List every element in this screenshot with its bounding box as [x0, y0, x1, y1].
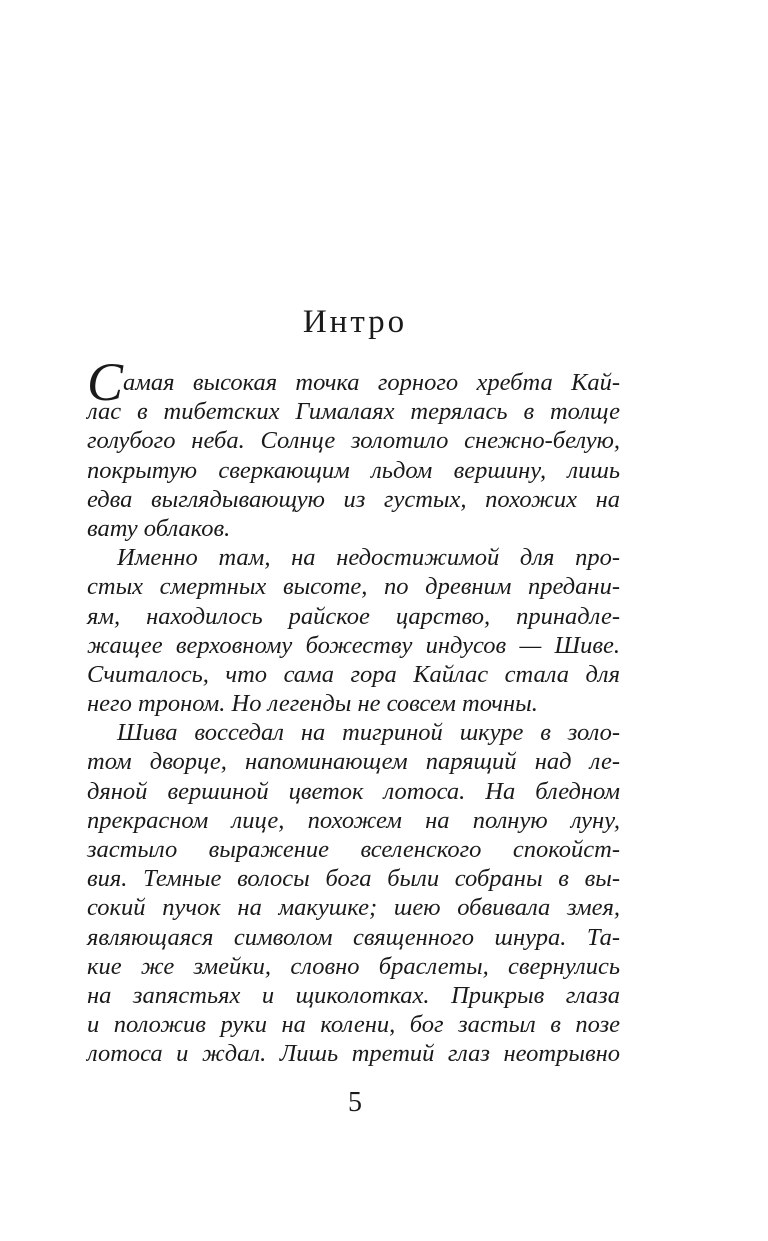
text-line: вия. Темные волосы бога были собраны в вы- — [87, 865, 620, 893]
drop-cap: С — [87, 352, 124, 412]
text-line: стых смертных высоте, по древним предани- — [87, 573, 620, 601]
text-line: лотоса и ждал. Лишь третий глаз неотрывно — [87, 1040, 620, 1068]
text-line: едва выглядывающую из густых, похожих на — [87, 485, 620, 513]
text-line: кие же змейки, словно браслеты, свернулись — [87, 952, 620, 980]
text-line: и положив руки на колени, бог застыл в позе — [87, 1011, 620, 1039]
text-line: ям, находилось райское царство, принадле- — [87, 602, 620, 630]
text-line: являющаяся символом священного шнура. Та- — [87, 923, 620, 951]
text-line: покрытую сверкающим льдом вершину, лишь — [87, 456, 620, 484]
text-line: на запястьях и щиколотках. Прикрыв глаза — [87, 981, 620, 1009]
text-line-content: амая высокая точка горного хребта Кай- — [123, 369, 620, 396]
text-line: дяной вершиной цветок лотоса. На бледном — [87, 777, 620, 805]
text-line: застыло выражение вселенского спокойст- — [87, 836, 620, 863]
chapter-title: Интро — [302, 304, 408, 340]
text-line: жащее верховному божеству индусов — Шиве. — [87, 631, 620, 659]
page-number: 5 — [348, 1087, 362, 1118]
text-line: вату облаков. — [87, 514, 231, 542]
text-line: Именно там, на недостижимой для про- — [117, 544, 620, 572]
text-line: прекрасном лице, похожем на полную луну, — [87, 806, 620, 834]
text-line: голубого неба. Солнце золотило снежно-белую, — [87, 427, 620, 455]
text-line: Шива восседал на тигриной шкуре в золо- — [117, 719, 620, 747]
text-line: Считалось, что сама гора Кайлас стала для — [87, 660, 620, 688]
text-line: сокий пучок на макушке; шею обвивала змея, — [87, 894, 620, 922]
text-line: том дворце, напоминающем парящий над ле- — [87, 748, 620, 776]
text-line: него троном. Но легенды не совсем точны. — [87, 690, 538, 718]
body-text — [87, 352, 620, 1069]
text-line: лас в тибетских Гималаях терялась в толще — [87, 398, 620, 426]
